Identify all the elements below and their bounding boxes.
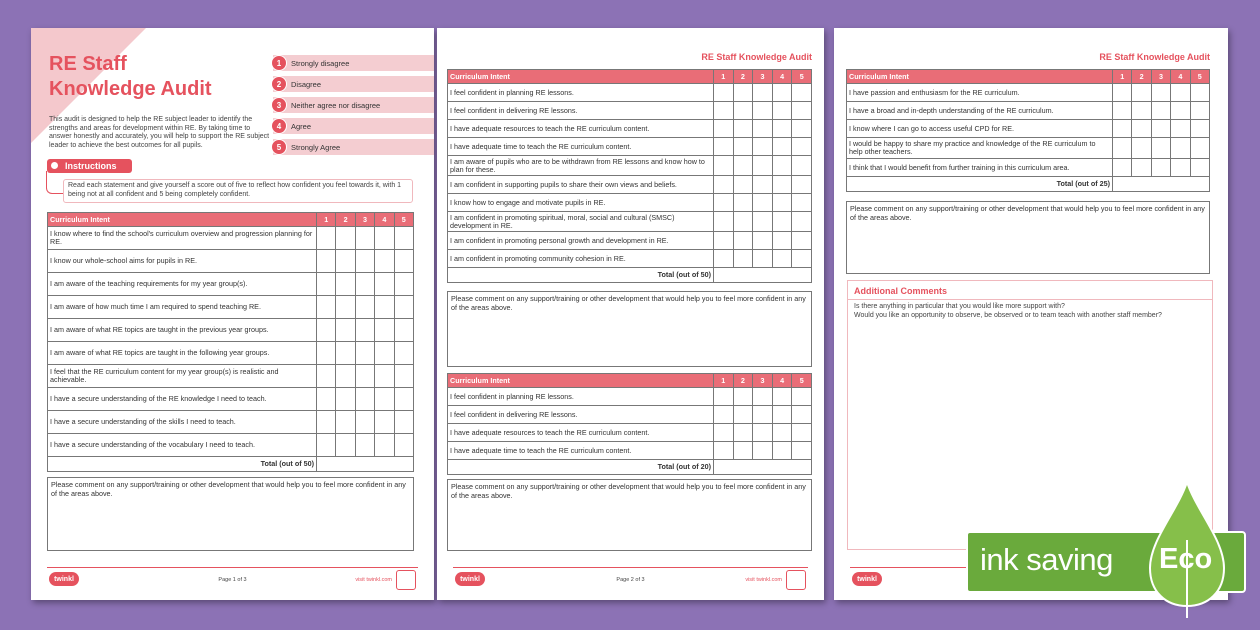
score-cell[interactable] <box>714 212 734 232</box>
column-header: 4 <box>772 374 792 388</box>
score-cell[interactable] <box>336 227 355 250</box>
score-cell[interactable] <box>772 102 792 120</box>
score-cell[interactable] <box>317 342 336 365</box>
score-cell[interactable] <box>733 406 753 424</box>
statement: I feel confident in delivering RE lessons. <box>448 406 714 424</box>
score-cell[interactable] <box>772 388 792 406</box>
score-cell[interactable] <box>714 84 734 102</box>
score-cell[interactable] <box>317 434 336 457</box>
score-cell[interactable] <box>753 388 773 406</box>
score-cell[interactable] <box>733 442 753 460</box>
statement: I have adequate time to teach the RE curriculum content. <box>448 138 714 156</box>
score-cell[interactable] <box>1171 84 1190 102</box>
score-cell[interactable] <box>714 442 734 460</box>
divider <box>848 299 1212 300</box>
scale-label: Disagree <box>291 79 322 89</box>
column-header: Curriculum Intent <box>847 70 1113 84</box>
total-label: Total (out of 25) <box>847 177 1113 192</box>
column-header: 5 <box>792 374 812 388</box>
score-cell[interactable] <box>1132 159 1151 177</box>
table-row <box>48 273 414 296</box>
score-cell[interactable] <box>753 176 773 194</box>
score-cell[interactable] <box>317 319 336 342</box>
table-header-row <box>448 374 812 388</box>
score-cell[interactable] <box>733 424 753 442</box>
score-cell[interactable] <box>714 138 734 156</box>
score-cell[interactable] <box>1171 120 1190 138</box>
score-cell[interactable] <box>394 273 413 296</box>
score-cell[interactable] <box>753 102 773 120</box>
score-cell[interactable] <box>355 319 374 342</box>
score-cell[interactable] <box>772 120 792 138</box>
table-row <box>48 365 414 388</box>
additional-question: Is there anything in particular that you would like more support with? <box>854 303 1065 310</box>
score-cell[interactable] <box>317 250 336 273</box>
score-cell[interactable] <box>1132 138 1151 159</box>
scale-number: 1 <box>271 55 287 71</box>
score-cell[interactable] <box>355 388 374 411</box>
score-cell[interactable] <box>753 156 773 176</box>
score-cell[interactable] <box>394 411 413 434</box>
score-cell[interactable] <box>792 84 812 102</box>
instructions-heading: Instructions <box>47 159 132 173</box>
scale-number: 3 <box>271 97 287 113</box>
score-cell[interactable] <box>792 232 812 250</box>
score-cell[interactable] <box>792 102 812 120</box>
score-cell[interactable] <box>375 434 394 457</box>
statement: I am aware of how much time I am required to spend teaching RE. <box>48 296 317 319</box>
score-cell[interactable] <box>792 176 812 194</box>
score-cell[interactable] <box>355 434 374 457</box>
statement: I am confident in supporting pupils to share their own views and beliefs. <box>448 176 714 194</box>
page-1 <box>31 28 434 600</box>
page-number: Page 2 of 3 <box>616 577 645 583</box>
column-header: 4 <box>1171 70 1190 84</box>
scale-label: Strongly Agree <box>291 142 341 152</box>
score-cell[interactable] <box>394 227 413 250</box>
statement: I am confident in promoting community cohesion in RE. <box>448 250 714 268</box>
score-cell[interactable] <box>394 388 413 411</box>
table-row <box>847 102 1210 120</box>
statement: I am confident in promoting spiritual, moral, social and cultural (SMSC) development in RE. <box>448 212 714 232</box>
total-label: Total (out of 20) <box>448 460 714 475</box>
score-cell[interactable] <box>394 250 413 273</box>
score-cell[interactable] <box>1132 102 1151 120</box>
audit-table <box>846 69 1210 192</box>
score-cell[interactable] <box>792 250 812 268</box>
score-cell[interactable] <box>772 232 792 250</box>
score-cell[interactable] <box>317 296 336 319</box>
page-title: RE Staff Knowledge Audit <box>49 53 212 100</box>
score-cell[interactable] <box>772 194 792 212</box>
total-label: Total (out of 50) <box>48 457 317 472</box>
total-score-cell[interactable] <box>317 457 414 472</box>
audit-table <box>447 373 812 475</box>
score-cell[interactable] <box>375 342 394 365</box>
score-cell[interactable] <box>336 365 355 388</box>
score-cell[interactable] <box>355 250 374 273</box>
score-cell[interactable] <box>772 176 792 194</box>
score-cell[interactable] <box>355 296 374 319</box>
column-header: 3 <box>753 70 773 84</box>
score-cell[interactable] <box>753 212 773 232</box>
score-cell[interactable] <box>792 212 812 232</box>
score-cell[interactable] <box>336 273 355 296</box>
score-cell[interactable] <box>792 388 812 406</box>
quality-badge-icon <box>396 570 416 590</box>
total-score-cell[interactable] <box>714 268 812 283</box>
comment-box[interactable]: Please comment on any support/training or other development that would help you to feel more confident in any of the areas above. <box>846 201 1210 274</box>
score-cell[interactable] <box>375 388 394 411</box>
table-row <box>48 319 414 342</box>
score-cell[interactable] <box>753 194 773 212</box>
score-cell[interactable] <box>792 120 812 138</box>
score-cell[interactable] <box>792 424 812 442</box>
scale-number: 5 <box>271 139 287 155</box>
score-cell[interactable] <box>375 227 394 250</box>
statement: I have adequate resources to teach the RE curriculum content. <box>448 424 714 442</box>
table-row <box>448 212 812 232</box>
total-label: Total (out of 50) <box>448 268 714 283</box>
score-cell[interactable] <box>714 406 734 424</box>
table-header-row <box>847 70 1210 84</box>
score-cell[interactable] <box>792 442 812 460</box>
total-row <box>448 460 812 475</box>
footer <box>47 567 418 590</box>
column-header: 3 <box>753 374 773 388</box>
score-cell[interactable] <box>772 138 792 156</box>
score-cell[interactable] <box>336 342 355 365</box>
score-cell[interactable] <box>753 406 773 424</box>
table-row <box>48 434 414 457</box>
scale-item <box>273 76 434 92</box>
scale-number: 4 <box>271 118 287 134</box>
comment-box[interactable]: Please comment on any support/training or other development that would help you to feel more confident in any of the areas above. <box>447 479 812 551</box>
statement: I think that I would benefit from further training in this curriculum area. <box>847 159 1113 177</box>
statement: I have a broad and in-depth understanding of the RE curriculum. <box>847 102 1113 120</box>
score-cell[interactable] <box>1171 159 1190 177</box>
score-cell[interactable] <box>317 273 336 296</box>
score-cell[interactable] <box>1151 102 1170 120</box>
column-header: 5 <box>792 70 812 84</box>
score-cell[interactable] <box>1190 138 1209 159</box>
score-cell[interactable] <box>1132 84 1151 102</box>
table-row <box>847 159 1210 177</box>
score-cell[interactable] <box>714 194 734 212</box>
total-score-cell[interactable] <box>714 460 812 475</box>
page-2 <box>437 28 824 600</box>
page-header: RE Staff Knowledge Audit <box>1099 52 1210 62</box>
statement: I have a secure understanding of the vocabulary I need to teach. <box>48 434 317 457</box>
statement: I have adequate time to teach the RE curriculum content. <box>448 442 714 460</box>
statement: I have a secure understanding of the RE knowledge I need to teach. <box>48 388 317 411</box>
bullet-icon <box>51 162 58 169</box>
visit-link[interactable]: visit twinkl.com <box>745 577 782 583</box>
score-cell[interactable] <box>1132 120 1151 138</box>
score-cell[interactable] <box>753 84 773 102</box>
score-cell[interactable] <box>772 212 792 232</box>
column-header: Curriculum Intent <box>448 374 714 388</box>
scale-label: Strongly disagree <box>291 58 350 68</box>
score-cell[interactable] <box>336 411 355 434</box>
scale-number: 2 <box>271 76 287 92</box>
table-row <box>448 156 812 176</box>
additional-question: Would you like an opportunity to observe, be observed or to team teach with another staff member? <box>854 312 1162 319</box>
table-row <box>48 388 414 411</box>
score-cell[interactable] <box>1190 84 1209 102</box>
score-cell[interactable] <box>336 296 355 319</box>
page-header: RE Staff Knowledge Audit <box>701 52 812 62</box>
statement: I feel confident in delivering RE lessons. <box>448 102 714 120</box>
score-cell[interactable] <box>753 424 773 442</box>
score-cell[interactable] <box>317 227 336 250</box>
intro-text: This audit is designed to help the RE subject leader to identify the strengths and areas for development within RE. By taking time to answer honestly and accurately, you will help to support the RE subject leader to achieve the best outcomes for all pupils. <box>49 116 270 149</box>
table-header-row <box>448 70 812 84</box>
score-cell[interactable] <box>375 365 394 388</box>
total-row <box>847 177 1210 192</box>
statement: I feel that the RE curriculum content for my year group(s) is realistic and achievable. <box>48 365 317 388</box>
score-cell[interactable] <box>1113 102 1132 120</box>
additional-comments-title: Additional Comments <box>854 286 948 296</box>
total-score-cell[interactable] <box>1113 177 1210 192</box>
table-row <box>448 388 812 406</box>
statement: I feel confident in planning RE lessons. <box>448 84 714 102</box>
score-cell[interactable] <box>1151 159 1170 177</box>
score-cell[interactable] <box>317 365 336 388</box>
score-cell[interactable] <box>394 434 413 457</box>
statement: I have adequate resources to teach the RE curriculum content. <box>448 120 714 138</box>
score-cell[interactable] <box>1113 138 1132 159</box>
total-row <box>48 457 414 472</box>
table-row <box>847 120 1210 138</box>
score-cell[interactable] <box>772 84 792 102</box>
score-cell[interactable] <box>733 102 753 120</box>
score-cell[interactable] <box>772 156 792 176</box>
score-cell[interactable] <box>733 176 753 194</box>
instructions-text: Read each statement and give yourself a score out of five to reflect how confident you feel towards it, with 1 being not at all confident and 5 being completely confident. <box>63 179 413 203</box>
statement: I feel confident in planning RE lessons. <box>448 388 714 406</box>
score-cell[interactable] <box>772 406 792 424</box>
score-cell[interactable] <box>336 250 355 273</box>
column-header: 3 <box>355 213 374 227</box>
statement: I am aware of pupils who are to be withdrawn from RE lessons and know how to plan for these. <box>448 156 714 176</box>
instructions-connector <box>46 171 63 194</box>
quality-badge-icon <box>786 570 806 590</box>
score-cell[interactable] <box>772 424 792 442</box>
score-cell[interactable] <box>1190 102 1209 120</box>
statement: I have passion and enthusiasm for the RE curriculum. <box>847 84 1113 102</box>
statement: I have a secure understanding of the skills I need to teach. <box>48 411 317 434</box>
column-header: 2 <box>733 70 753 84</box>
score-cell[interactable] <box>375 296 394 319</box>
column-header: 2 <box>1132 70 1151 84</box>
statement: I am aware of what RE topics are taught in the previous year groups. <box>48 319 317 342</box>
score-cell[interactable] <box>714 250 734 268</box>
score-cell[interactable] <box>792 406 812 424</box>
score-cell[interactable] <box>375 273 394 296</box>
table-row <box>448 138 812 156</box>
twinkl-logo: twinkl <box>852 572 882 586</box>
score-cell[interactable] <box>733 232 753 250</box>
statement: I know where to find the school's curriculum overview and progression planning for RE. <box>48 227 317 250</box>
scale-item <box>273 97 434 113</box>
score-cell[interactable] <box>375 250 394 273</box>
audit-table <box>447 69 812 283</box>
score-cell[interactable] <box>714 388 734 406</box>
score-cell[interactable] <box>733 120 753 138</box>
table-row <box>448 406 812 424</box>
score-cell[interactable] <box>1190 159 1209 177</box>
score-cell[interactable] <box>317 411 336 434</box>
score-cell[interactable] <box>714 156 734 176</box>
score-cell[interactable] <box>1113 84 1132 102</box>
score-cell[interactable] <box>733 212 753 232</box>
table-row <box>847 84 1210 102</box>
score-cell[interactable] <box>394 365 413 388</box>
statement: I am confident in promoting personal growth and development in RE. <box>448 232 714 250</box>
twinkl-logo: twinkl <box>455 572 485 586</box>
page-number: Page 1 of 3 <box>218 577 247 583</box>
column-header: Curriculum Intent <box>448 70 714 84</box>
statement: I know how to engage and motivate pupils in RE. <box>448 194 714 212</box>
score-cell[interactable] <box>792 156 812 176</box>
score-cell[interactable] <box>375 411 394 434</box>
column-header: 4 <box>772 70 792 84</box>
column-header: 3 <box>1151 70 1170 84</box>
score-cell[interactable] <box>733 250 753 268</box>
score-cell[interactable] <box>355 227 374 250</box>
column-header: 4 <box>375 213 394 227</box>
table-row <box>847 138 1210 159</box>
scale-item <box>273 55 434 71</box>
table-row <box>448 194 812 212</box>
table-row <box>448 176 812 194</box>
score-cell[interactable] <box>753 120 773 138</box>
scale-item <box>273 118 434 134</box>
table-row <box>448 120 812 138</box>
score-cell[interactable] <box>394 296 413 319</box>
statement: I am aware of the teaching requirements for my year group(s). <box>48 273 317 296</box>
score-cell[interactable] <box>733 388 753 406</box>
column-header: 5 <box>1190 70 1209 84</box>
statement: I am aware of what RE topics are taught in the following year groups. <box>48 342 317 365</box>
score-cell[interactable] <box>1151 120 1170 138</box>
table-row <box>48 227 414 250</box>
score-cell[interactable] <box>355 273 374 296</box>
score-cell[interactable] <box>714 424 734 442</box>
score-cell[interactable] <box>336 319 355 342</box>
column-header: 1 <box>1113 70 1132 84</box>
score-cell[interactable] <box>714 176 734 194</box>
rating-scale-key <box>273 55 434 160</box>
score-cell[interactable] <box>733 84 753 102</box>
scale-item <box>273 139 434 155</box>
score-cell[interactable] <box>772 442 792 460</box>
score-cell[interactable] <box>394 319 413 342</box>
visit-link[interactable]: visit twinkl.com <box>355 577 392 583</box>
footer <box>453 567 808 590</box>
score-cell[interactable] <box>1113 120 1132 138</box>
score-cell[interactable] <box>1190 120 1209 138</box>
table-row <box>48 342 414 365</box>
score-cell[interactable] <box>336 388 355 411</box>
table-row <box>48 250 414 273</box>
table-row <box>448 232 812 250</box>
total-row <box>448 268 812 283</box>
score-cell[interactable] <box>753 232 773 250</box>
score-cell[interactable] <box>394 342 413 365</box>
score-cell[interactable] <box>733 138 753 156</box>
score-cell[interactable] <box>733 156 753 176</box>
column-header: 1 <box>714 70 734 84</box>
score-cell[interactable] <box>753 442 773 460</box>
score-cell[interactable] <box>714 232 734 250</box>
score-cell[interactable] <box>1151 84 1170 102</box>
score-cell[interactable] <box>336 434 355 457</box>
column-header: 5 <box>394 213 413 227</box>
score-cell[interactable] <box>753 138 773 156</box>
score-cell[interactable] <box>1113 159 1132 177</box>
twinkl-logo: twinkl <box>49 572 79 586</box>
score-cell[interactable] <box>753 250 773 268</box>
table-row <box>448 84 812 102</box>
column-header: 1 <box>714 374 734 388</box>
score-cell[interactable] <box>792 138 812 156</box>
column-header: 1 <box>317 213 336 227</box>
eco-label: Eco <box>1159 543 1213 575</box>
score-cell[interactable] <box>1171 138 1190 159</box>
score-cell[interactable] <box>375 319 394 342</box>
statement: I would be happy to share my practice and knowledge of the RE curriculum to help other teachers. <box>847 138 1113 159</box>
ink-saving-text: ink saving <box>980 542 1113 577</box>
table-row <box>448 442 812 460</box>
score-cell[interactable] <box>714 120 734 138</box>
comment-box[interactable]: Please comment on any support/training or other development that would help you to feel more confident in any of the areas above. <box>447 291 812 367</box>
score-cell[interactable] <box>733 194 753 212</box>
scale-label: Neither agree nor disagree <box>291 100 381 110</box>
audit-table <box>47 212 414 472</box>
table-row <box>48 411 414 434</box>
score-cell[interactable] <box>355 342 374 365</box>
statement: I know where I can go to access useful CPD for RE. <box>847 120 1113 138</box>
table-row <box>448 250 812 268</box>
column-header: 2 <box>733 374 753 388</box>
table-header-row <box>48 213 414 227</box>
score-cell[interactable] <box>772 250 792 268</box>
statement: I know our whole-school aims for pupils in RE. <box>48 250 317 273</box>
score-cell[interactable] <box>355 411 374 434</box>
comment-box[interactable]: Please comment on any support/training or other development that would help you to feel more confident in any of the areas above. <box>47 477 414 551</box>
score-cell[interactable] <box>355 365 374 388</box>
table-row <box>48 296 414 319</box>
score-cell[interactable] <box>317 388 336 411</box>
column-header: 2 <box>336 213 355 227</box>
score-cell[interactable] <box>1171 102 1190 120</box>
table-row <box>448 102 812 120</box>
score-cell[interactable] <box>1151 138 1170 159</box>
scale-label: Agree <box>291 121 312 131</box>
column-header: Curriculum Intent <box>48 213 317 227</box>
score-cell[interactable] <box>792 194 812 212</box>
score-cell[interactable] <box>714 102 734 120</box>
table-row <box>448 424 812 442</box>
